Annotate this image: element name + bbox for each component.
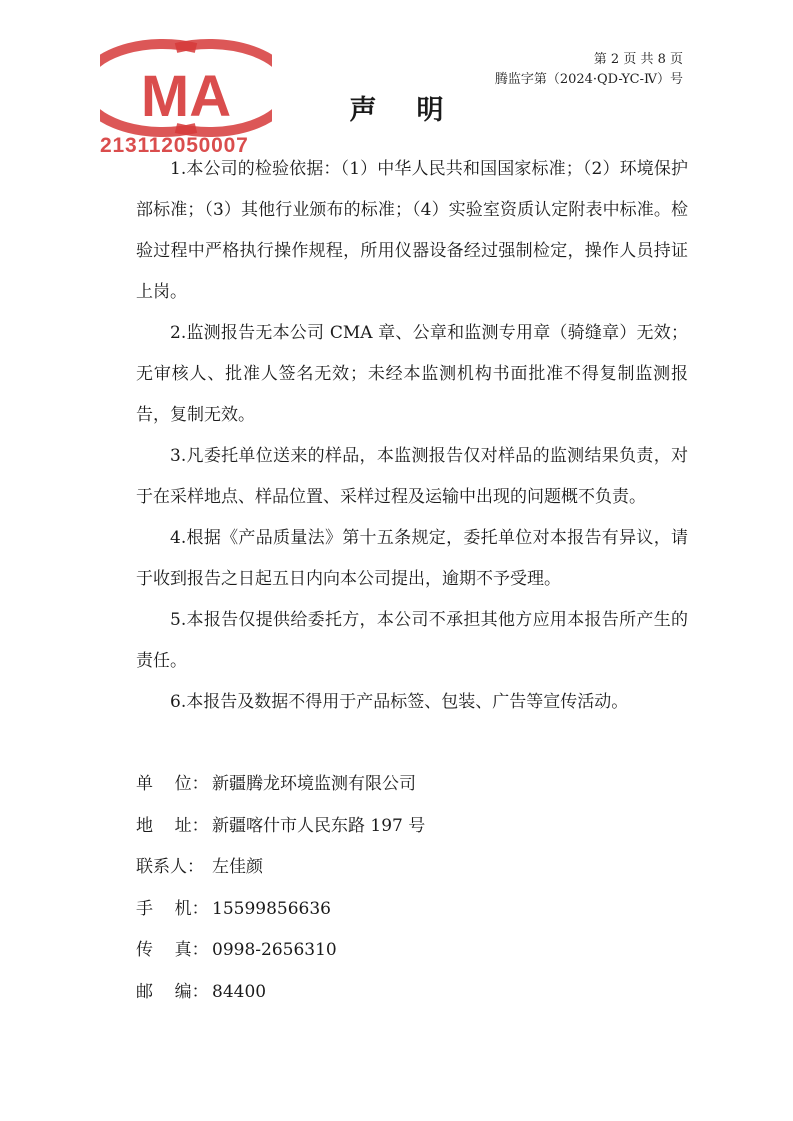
contact-value: 新疆喀什市人民东路 197 号 — [212, 815, 426, 836]
contact-row-fax — [136, 930, 688, 972]
contact-value: 新疆腾龙环境监测有限公司 — [212, 774, 416, 794]
contact-label: 传 真： — [136, 940, 209, 960]
clause-5: 5.本报告仅提供给委托方，本公司不承担其他方应用本报告所产生的责任。 — [136, 610, 688, 671]
contact-label: 手 机： — [136, 898, 209, 919]
statement-clauses — [136, 149, 688, 723]
contact-value: 15599856636 — [212, 898, 331, 919]
page-title: 声明 — [349, 95, 484, 126]
contact-label: 邮 编： — [136, 981, 209, 1002]
contact-value: 84400 — [212, 981, 267, 1002]
contact-row-unit — [136, 764, 688, 806]
contact-value: 左佳颜 — [212, 857, 263, 877]
contact-info — [136, 764, 688, 1013]
report-number: 腾监字第（2024·QD-YC-Ⅳ）号 — [494, 72, 683, 87]
contact-row-address — [136, 806, 688, 848]
clause-1: 1.本公司的检验依据：（1）中华人民共和国国家标准；（2）环境保护部标准；（3）其他行业颁布的标准；（4）实验室资质认定附表中标准。检验过程中严格执行操作规程，所用仪器设备经过强制检定，操作人员持证上岗。 — [136, 159, 688, 302]
clause-3: 3.凡委托单位送来的样品，本监测报告仅对样品的监测结果负责，对于在采样地点、样品位置、采样过程及运输中出现的问题概不负责。 — [136, 446, 688, 507]
clause-2: 2.监测报告无本公司 CMA 章、公章和监测专用章（骑缝章）无效；无审核人、批准人签名无效；未经本监测机构书面批准不得复制监测报告，复制无效。 — [136, 323, 688, 425]
clause-4: 4.根据《产品质量法》第十五条规定，委托单位对本报告有异议，请于收到报告之日起五日内向本公司提出，逾期不予受理。 — [136, 528, 688, 589]
contact-label: 联系人： — [136, 857, 204, 877]
contact-row-mobile — [136, 889, 688, 931]
contact-row-person — [136, 847, 688, 889]
page-number: 第 2 页 共 8 页 — [593, 52, 683, 67]
page-header — [495, 50, 683, 90]
contact-row-postcode — [136, 972, 688, 1014]
clause-6: 6.本报告及数据不得用于产品标签、包装、广告等宣传活动。 — [170, 692, 629, 712]
contact-value: 0998-2656310 — [212, 940, 337, 960]
stamp-number: 213112050007 — [100, 134, 249, 157]
contact-label: 单 位： — [136, 774, 209, 794]
contact-label: 地 址： — [136, 815, 209, 836]
stamp-letters: MA — [140, 64, 232, 129]
